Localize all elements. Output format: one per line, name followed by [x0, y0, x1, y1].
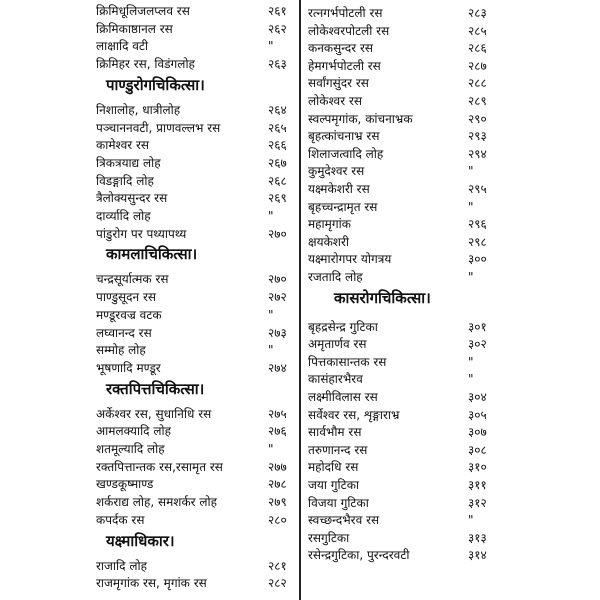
entry-title: कुमुदेश्वर रस	[308, 164, 365, 179]
index-entry	[0, 136, 298, 154]
entry-title: दार्व्यादि लोह	[96, 209, 151, 223]
entry-title: शर्कराद्य लोह, समशर्कर लोह	[96, 495, 218, 510]
index-entry	[302, 198, 600, 216]
entry-title: शिलाजत्वादि लोह	[308, 146, 384, 161]
index-entry	[302, 127, 600, 145]
entry-page-number: २७२	[268, 290, 287, 305]
index-entry	[0, 557, 298, 575]
entry-page-number: "	[468, 354, 474, 369]
entry-page-number: ३१२	[468, 495, 487, 510]
entry-page-number: ३१४	[468, 548, 487, 563]
entry-title: रसेन्द्रगुटिका, पुरन्दरवटी	[308, 548, 410, 563]
entry-title: शतमूल्यादि लोह	[96, 442, 165, 456]
index-entry	[0, 359, 298, 377]
section-heading	[0, 377, 298, 401]
index-entry	[0, 574, 298, 592]
entry-title: पांडुरोग पर पथ्यापथ्य	[96, 226, 187, 241]
entry-title: सार्वभौम रस	[308, 425, 362, 440]
entry-page-number: ३०१	[468, 319, 487, 334]
entry-title: सम्मोह लोह	[96, 343, 146, 358]
section-heading-text: कासरोगचिकित्सा।	[334, 288, 431, 307]
index-entry	[0, 119, 298, 137]
entry-title: यक्ष्मकेशरी रस	[308, 182, 370, 196]
entry-title: राजमृगांक रस, मृगांक रस	[96, 576, 207, 591]
entry-page-number: २६६	[268, 138, 287, 153]
index-entry	[302, 406, 600, 424]
index-entry	[302, 162, 600, 180]
index-entry	[0, 405, 298, 423]
index-entry	[302, 529, 600, 547]
index-entry	[302, 476, 600, 494]
index-entry	[0, 172, 298, 190]
entry-title: चन्द्रसूर्यात्मक रस	[96, 272, 169, 287]
entry-page-number: २८५	[468, 23, 487, 38]
entry-page-number: २७९	[268, 495, 287, 510]
entry-page-number: २८६	[468, 41, 487, 56]
entry-title: लघ्वानन्द रस	[96, 325, 152, 340]
index-entry	[0, 440, 298, 458]
entry-title: विजया गुटिका	[308, 495, 369, 510]
index-entry	[302, 74, 600, 92]
index-entry	[0, 511, 298, 529]
entry-page-number: ३०४	[468, 390, 487, 404]
index-entry	[302, 145, 600, 163]
index-entry	[0, 55, 298, 73]
index-entry	[0, 341, 298, 359]
index-entry	[302, 546, 600, 564]
entry-title: हेमगर्भपोटली रस	[308, 58, 381, 73]
entry-page-number: ३१०	[468, 460, 487, 475]
index-entry	[0, 422, 298, 440]
index-entry	[302, 335, 600, 353]
index-entry	[0, 270, 298, 288]
entry-page-number: २६१	[268, 4, 287, 18]
entry-title: कासंहारभैरव	[308, 372, 363, 387]
entry-page-number: "	[268, 39, 274, 54]
index-entry	[302, 22, 600, 40]
entry-title: महोदधि रस	[308, 460, 359, 475]
index-entry	[302, 92, 600, 110]
entry-page-number: "	[468, 270, 474, 284]
entry-page-number: २८९	[468, 94, 487, 108]
entry-title: त्रिकत्रयाद्य लोह	[96, 155, 161, 170]
entry-page-number: २८१	[268, 558, 287, 573]
entry-title: रजतादि लोह	[308, 270, 363, 284]
entry-page-number: "	[268, 343, 274, 358]
entry-title: लोकेश्वरपोटली रस	[308, 23, 390, 38]
entry-title: पञ्चाननवटी, प्राणवल्लभ रस	[96, 120, 221, 135]
entry-title: खण्डकूष्माण्ड	[96, 477, 154, 492]
index-entry	[302, 39, 600, 57]
entry-title: क्रिमिहर रस, विडंगलोह	[96, 57, 195, 72]
entry-title: रत्नगर्भपोटली रस	[308, 6, 383, 20]
entry-title: पाण्डुसूदन रस	[96, 290, 157, 305]
entry-page-number: २७६	[268, 424, 287, 439]
entry-title: क्षयकेशरी	[308, 234, 349, 249]
entry-page-number: ३००	[468, 252, 487, 267]
entry-title: बृहत्कांचनाभ्र रस	[308, 129, 380, 144]
entry-page-number: २८०	[268, 512, 287, 527]
index-entry	[0, 37, 298, 55]
entry-title: क्रिमिकाष्ठानल रस	[96, 21, 173, 36]
entry-title: अर्केश्वर रस, सुधानिधि रस	[96, 406, 212, 421]
entry-title: अमृतार्णव रस	[308, 337, 367, 352]
entry-page-number: "	[268, 442, 274, 456]
entry-title: क्रिमिधूलिजलप्लव रस	[96, 4, 190, 18]
entry-title: विडङ्गादि लोह	[96, 173, 154, 188]
entry-page-number: २९०	[468, 111, 487, 126]
entry-page-number: २७०	[268, 272, 287, 287]
entry-page-number: "	[268, 307, 274, 322]
entry-title: कपर्दक रस	[96, 512, 145, 527]
index-entry	[302, 353, 600, 371]
index-entry	[302, 110, 600, 128]
entry-page-number: २७५	[268, 406, 287, 421]
entry-page-number: २६५	[268, 120, 287, 135]
index-entry	[302, 318, 600, 336]
entry-title: तरुणानन्द रस	[308, 442, 368, 457]
index-entry	[0, 20, 298, 38]
entry-page-number: २७७	[268, 459, 287, 474]
index-entry	[0, 2, 298, 20]
section-heading-text: कामलाचिकित्सा।	[106, 245, 198, 264]
index-entry	[302, 511, 600, 529]
index-entry	[0, 207, 298, 225]
entry-title: बृहच्चन्द्रामृत रस	[308, 199, 378, 214]
column-divider	[299, 0, 301, 600]
entry-title: महामृगांक	[308, 217, 351, 232]
entry-page-number: "	[268, 209, 274, 223]
index-entry	[302, 57, 600, 75]
index-entry	[0, 189, 298, 207]
entry-title: यक्ष्मारोगपर योगत्रय	[308, 252, 392, 267]
entry-title: पित्तकासान्तक रस	[308, 354, 387, 369]
entry-page-number: "	[468, 164, 474, 179]
entry-title: आमलक्यादि लोह	[96, 424, 171, 439]
entry-title: सर्वेश्वर रस, शृङ्गाराभ्र	[308, 407, 400, 422]
entry-title: लाक्षादि वटी	[96, 39, 149, 54]
index-entry	[302, 423, 600, 441]
entry-title: स्वल्पमृगांक, कांचनाभ्रक	[308, 111, 413, 126]
entry-page-number: २९४	[468, 146, 487, 161]
section-heading-text: रक्तपित्तचिकित्सा।	[106, 379, 205, 398]
entry-page-number: "	[468, 199, 474, 214]
entry-title: कनकसुन्दर रस	[308, 41, 374, 56]
entry-page-number: ३०८	[468, 442, 487, 457]
entry-page-number: ३१३	[468, 530, 487, 545]
index-entry	[302, 458, 600, 476]
entry-page-number: २७८	[268, 477, 287, 492]
index-entry	[302, 370, 600, 388]
entry-page-number: २९६	[468, 217, 487, 232]
entry-page-number: ३११	[468, 478, 487, 492]
index-entry	[302, 494, 600, 512]
entry-page-number: ३०२	[468, 337, 487, 352]
entry-page-number: २६९	[268, 191, 287, 206]
section-heading	[0, 242, 298, 266]
entry-page-number: २९५	[468, 182, 487, 196]
entry-page-number: २७४	[268, 360, 287, 375]
entry-title: त्रैलोक्यसुन्दर रस	[96, 191, 168, 206]
index-entry	[0, 154, 298, 172]
index-entry	[302, 441, 600, 459]
index-entry	[302, 250, 600, 268]
index-entry	[0, 458, 298, 476]
entry-page-number: २६७	[268, 155, 287, 170]
section-heading-text: पाण्डुरोगचिकित्सा।	[106, 75, 205, 94]
index-entry	[302, 180, 600, 198]
entry-page-number: २७०	[268, 226, 287, 241]
entry-page-number: २६३	[268, 57, 287, 72]
entry-page-number: २७३	[268, 325, 287, 340]
index-entry	[0, 225, 298, 243]
entry-title: बृहद्रसेन्द्र गुटिका	[308, 319, 378, 334]
entry-title: निशालोह, धात्रीलोह	[96, 102, 181, 117]
entry-title: रसगुटिका	[308, 530, 350, 545]
entry-title: स्वच्छन्दभैरव रस	[308, 513, 380, 528]
index-entry	[302, 388, 600, 406]
entry-page-number: ३०५	[468, 407, 487, 422]
entry-title: कामेश्वर रस	[96, 138, 150, 153]
section-heading	[0, 73, 298, 97]
entry-page-number: "	[468, 513, 474, 528]
section-heading	[302, 286, 600, 310]
entry-title: राजादि लोह	[96, 558, 147, 573]
entry-page-number: २६२	[268, 21, 287, 36]
entry-title: मण्डूरवज्र वटक	[96, 307, 162, 322]
entry-page-number: २६८	[268, 173, 287, 188]
entry-page-number: "	[468, 372, 474, 387]
entry-title: भूषणादि मण्डूर	[96, 360, 161, 375]
entry-page-number: २८२	[268, 576, 287, 591]
entry-title: जया गुटिका	[308, 478, 360, 492]
entry-page-number: २८३	[468, 6, 487, 20]
section-heading-text: यक्ष्माधिकार।	[106, 531, 175, 550]
entry-page-number: २९३	[468, 129, 487, 144]
entry-page-number: २६४	[268, 102, 287, 117]
index-entry	[0, 493, 298, 511]
entry-title: सर्वांगसुंदर रस	[308, 76, 369, 91]
index-entry	[302, 215, 600, 233]
index-entry	[302, 233, 600, 251]
index-entry	[0, 475, 298, 493]
entry-page-number: ३०७	[468, 425, 487, 440]
entry-title: लोकेश्वर रस	[308, 94, 362, 108]
index-entry	[0, 306, 298, 324]
entry-page-number: २८८	[468, 76, 487, 91]
entry-page-number: २८७	[468, 58, 487, 73]
entry-title: रक्तपित्तान्तक रस,रसामृत रस	[96, 459, 223, 474]
index-entry	[302, 4, 600, 22]
index-entry	[0, 324, 298, 342]
index-entry	[302, 268, 600, 286]
section-heading	[0, 529, 298, 553]
index-entry	[0, 288, 298, 306]
left-column	[0, 0, 298, 600]
entry-title: लक्ष्मीविलास रस	[308, 390, 378, 404]
index-entry	[0, 101, 298, 119]
entry-page-number: २९८	[468, 234, 487, 249]
right-column	[302, 0, 600, 600]
